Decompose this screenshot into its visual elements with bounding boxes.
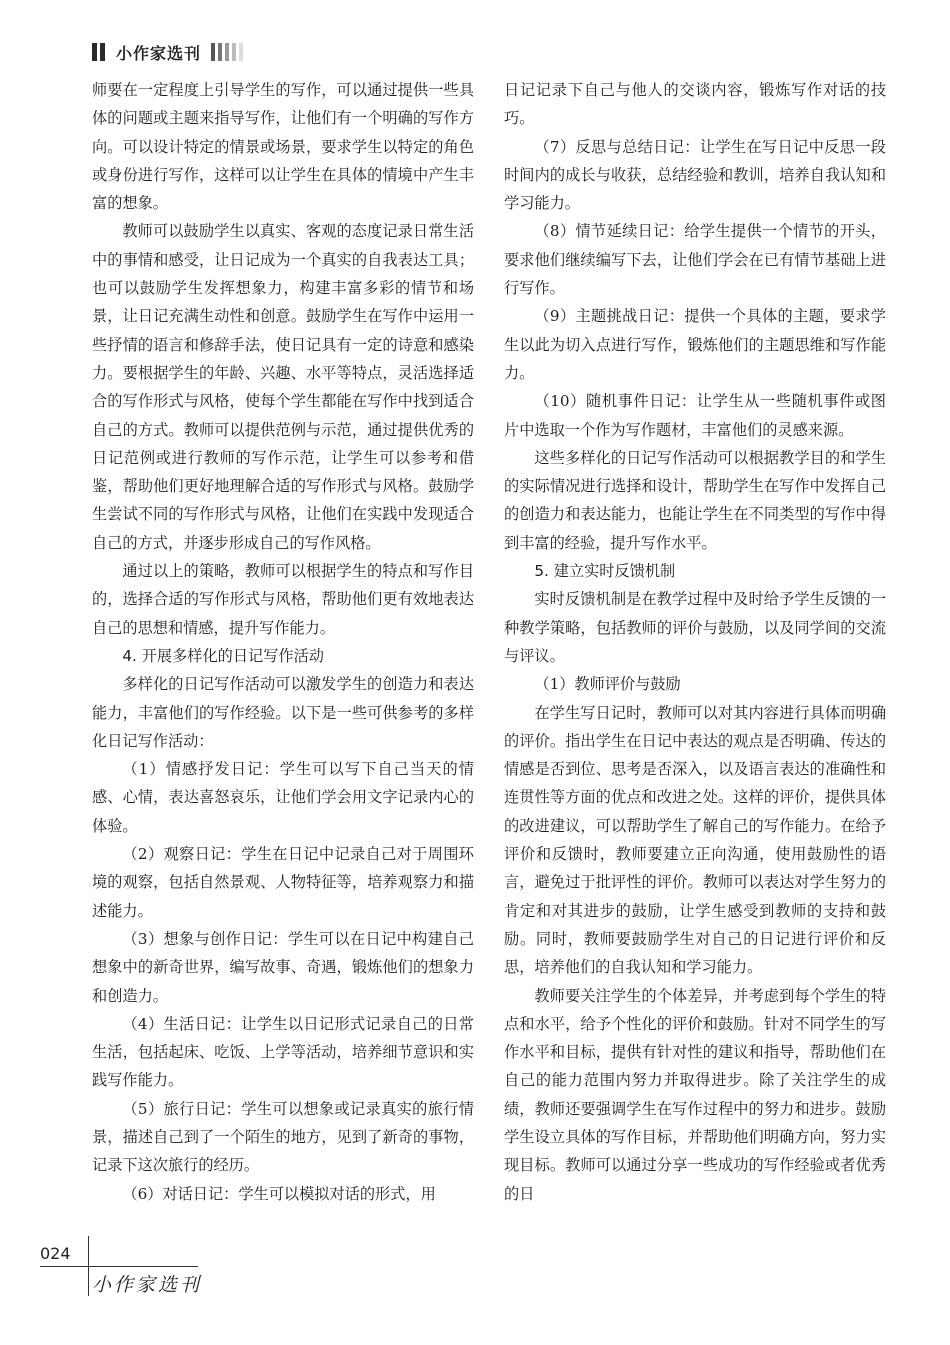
- paragraph: （8）情节延续日记：给学生提供一个情节的开头，要求他们继续编写下去，让他们学会在已有情节基础上进行写作。: [504, 222, 886, 298]
- paragraph: 这些多样化的日记写作活动可以根据教学目的和学生的实际情况进行选择和设计，帮助学生在写作中发挥自己的创造力和表达能力，也能让学生在不同类型的写作中得到丰富的经验，提升写作水平。: [504, 448, 886, 552]
- paragraph: （4）生活日记：让学生以日记形式记录自己的日常生活，包括起床、吃饭、上学等活动，培养细节意识和实践写作能力。: [92, 1014, 474, 1090]
- journal-title: 小作家选刊: [116, 43, 202, 63]
- paragraph: 通过以上的策略，教师可以根据学生的特点和写作目的，选择合适的写作形式与风格，帮助他们更有效地表达自己的思想和情感，提升写作能力。: [92, 562, 474, 637]
- header-fade-bar-icon: [225, 43, 229, 61]
- paragraph: （1）情感抒发日记：学生可以写下自己当天的情感、心情，表达喜怒哀乐，让他们学会用文字记录内心的体验。: [92, 760, 474, 835]
- paragraph: 日记记录下自己与他人的交谈内容，锻炼写作对话的技巧。: [504, 81, 886, 128]
- paragraph: 实时反馈机制是在教学过程中及时给予学生反馈的一种教学策略，包括教师的评价与鼓励，以及同学间的交流与评议。: [504, 590, 886, 665]
- paragraph: （5）旅行日记：学生可以想象或记录真实的旅行情景，描述自己到了一个陌生的地方，见到了新奇的事物，记录下这次旅行的经历。: [92, 1099, 474, 1175]
- header-fade-bar-icon: [218, 43, 222, 61]
- paragraph: （6）对话日记：学生可以模拟对话的形式，用: [122, 1184, 436, 1203]
- section-heading: 4. 开展多样化的日记写作活动: [122, 646, 324, 665]
- paragraph: 在学生写日记时，教师可以对其内容进行具体而明确的评价。指出学生在日记中表达的观点是否明确、传达的情感是否到位、思考是否深入，以及语言表达的准确性和连贯性等方面的优点和改进之处。这样的评价，提供具体的改进建议，可以帮助学生了解自己的写作能力。在给予评价和反馈时，教师要建立正向沟通，使用鼓励性的语言，避免过于批评性的评价。教师可以表达对学生努力的肯定和对其进步的鼓励，让学生感受到教师的支持和鼓励。同时，教师要鼓励学生对自己的日记进行评价和反思，培养他们的自我认知和学习能力。: [504, 703, 886, 977]
- right-column: [504, 76, 886, 1208]
- header-fade-bar-icon: [239, 43, 243, 61]
- header-fade-bar-icon: [232, 43, 236, 61]
- paragraph: （9）主题挑战日记：提供一个具体的主题，要求学生以此为切入点进行写作，锻炼他们的主题思维和写作能力。: [504, 307, 886, 382]
- paragraph: 教师要关注学生的个体差异，并考虑到每个学生的特点和水平，给予个性化的评价和鼓励。针对不同学生的写作水平和目标，提供有针对性的建议和指导，帮助他们在自己的能力范围内努力并取得进步。除了关注学生的成绩，教师还要强调学生在写作过程中的努力和进步。鼓励学生设立具体的写作目标，并帮助他们明确方向，努力实现目标。教师可以通过分享一些成功的写作经验或者优秀的日: [504, 986, 886, 1203]
- paragraph: （2）观察日记：学生在日记中记录自己对于周围环境的观察，包括自然景观、人物特征等，培养观察力和描述能力。: [92, 845, 474, 920]
- paragraph: 师要在一定程度上引导学生的写作，可以通过提供一些具体的问题或主题来指导写作，让他们有一个明确的写作方向。可以设计特定的情景或场景，要求学生以特定的角色或身份进行写作，这样可以让学生在具体的情境中产生丰富的想象。: [92, 81, 474, 213]
- left-column: [92, 76, 474, 1208]
- header-bar-icon: [92, 43, 97, 61]
- header-fade-bar-icon: [211, 43, 215, 61]
- paragraph: （10）随机事件日记：让学生从一些随机事件或图片中选取一个作为写作题材，丰富他们的灵感来源。: [504, 392, 886, 439]
- footer-logo: 小作家选刊: [92, 1274, 203, 1296]
- page-number: 024: [40, 1244, 71, 1263]
- section-heading: 5. 建立实时反馈机制: [534, 562, 676, 581]
- paragraph: 多样化的日记写作活动可以激发学生的创造力和表达能力，丰富他们的写作经验。以下是一些可供参考的多样化日记写作活动：: [92, 675, 474, 750]
- paragraph: （3）想象与创作日记：学生可以在日记中构建自己想象中的新奇世界，编写故事、奇遇，锻炼他们的想象力和创造力。: [92, 929, 474, 1005]
- header-bar-icon: [100, 43, 105, 61]
- paragraph: 教师可以鼓励学生以真实、客观的态度记录日常生活中的事情和感受，让日记成为一个真实的自我表达工具；也可以鼓励学生发挥想象力，构建丰富多彩的情节和场景，让日记充满生动性和创意。鼓励学生在写作中运用一些抒情的语言和修辞手法，使日记具有一定的诗意和感染力。要根据学生的年龄、兴趣、水平等特点，灵活选择适合的写作形式与风格，使每个学生都能在写作中找到适合自己的方式。教师可以提供范例与示范，通过提供优秀的日记范例或进行教师的写作示范，让学生可以参考和借鉴，帮助他们更好地理解合适的写作形式与风格。鼓励学生尝试不同的写作形式与风格，让他们在实践中发现适合自己的方式，并逐步形成自己的写作风格。: [92, 222, 474, 552]
- paragraph: （1）教师评价与鼓励: [534, 675, 681, 694]
- running-header: [92, 40, 246, 64]
- footer-rule: [40, 1266, 198, 1267]
- paragraph: （7）反思与总结日记：让学生在写日记中反思一段时间内的成长与收获，总结经验和教训，培养自我认知和学习能力。: [504, 137, 886, 213]
